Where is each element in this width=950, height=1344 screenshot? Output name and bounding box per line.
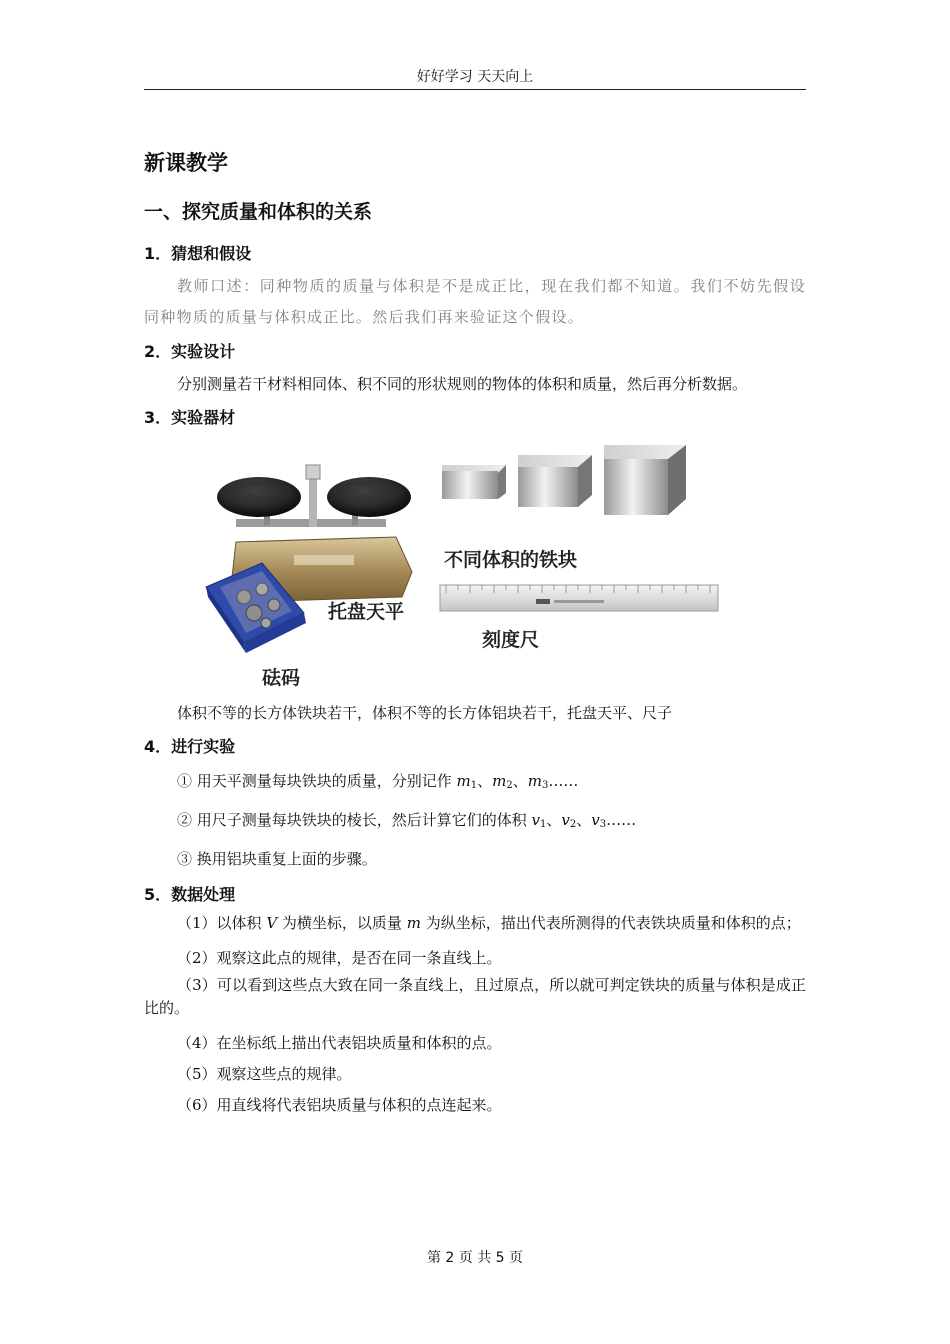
equipment-text: 体积不等的长方体铁块若干，体积不等的长方体铝块若干，托盘天平、尺子 xyxy=(177,704,673,722)
label-ruler: 刻度尺 xyxy=(482,629,540,651)
heading-data-processing: 5．数据处理 xyxy=(144,885,236,904)
item-1-part-b: 为横坐标，以质量 xyxy=(277,914,407,932)
heading-hypothesis: 1．猜想和假设 xyxy=(144,244,252,263)
sub-m2: 2 xyxy=(506,780,513,791)
item-1-part-a: （1）以体积 xyxy=(177,914,267,932)
experiment-step-1 xyxy=(144,764,806,803)
label-weights: 砝码 xyxy=(262,667,301,689)
var-v3: v xyxy=(591,811,600,829)
sub-m1: 1 xyxy=(470,780,478,791)
var-m2: m xyxy=(492,772,507,790)
var-m: m xyxy=(406,914,421,932)
separator: 、 xyxy=(576,811,592,829)
var-v1: v xyxy=(531,811,541,829)
part-title: 一、探究质量和体积的关系 xyxy=(144,201,373,223)
separator: 、 xyxy=(512,772,528,790)
item-1-part-c: 为纵坐标，描出代表所测得的代表铁块质量和体积的点； xyxy=(420,914,801,932)
ellipsis: …… xyxy=(548,772,579,790)
data-item-2: （2）观察这此点的规律，是否在同一条直线上。 xyxy=(177,949,502,967)
var-m3: m xyxy=(527,772,543,790)
var-V: V xyxy=(266,914,278,932)
equipment-figure xyxy=(144,437,806,692)
data-item-1 xyxy=(144,912,806,935)
label-balance: 托盘天平 xyxy=(328,601,405,623)
data-item-3: （3）可以看到这些点大致在同一条直线上，且过原点，所以就可判定铁块的质量与体积是成正比的。 xyxy=(144,976,806,1017)
var-m1: m xyxy=(456,772,471,790)
hypothesis-text: 教师口述：同种物质的质量与体积是不是成正比，现在我们都不知道。我们不妨先假设同种物质的质量与体积成正比。然后我们再来验证这个假设。 xyxy=(144,277,806,326)
page-content xyxy=(144,145,806,1121)
var-v2: v xyxy=(561,811,570,829)
section-title: 新课教学 xyxy=(144,151,228,175)
data-item-5: （5）观察这些点的规律。 xyxy=(177,1065,352,1083)
separator: 、 xyxy=(546,811,562,829)
iron-blocks-graphic xyxy=(442,445,686,515)
page-footer: 第 2 页 共 5 页 xyxy=(426,1250,524,1266)
heading-equipment: 3．实验器材 xyxy=(144,408,236,427)
ruler-graphic xyxy=(440,585,718,611)
separator: 、 xyxy=(477,772,493,790)
step-2-text: ② 用尺子测量每块铁块的棱长，然后计算它们的体积 xyxy=(177,811,532,829)
page-header: 好好学习 天天向上 xyxy=(144,64,806,90)
sub-v3: 3 xyxy=(599,819,607,830)
data-item-4: （4）在坐标纸上描出代表铝块质量和体积的点。 xyxy=(177,1034,502,1052)
step-1-text: ① 用天平测量每块铁块的质量，分别记作 xyxy=(177,772,457,790)
sub-v2: 2 xyxy=(569,819,577,830)
heading-experiment: 4．进行实验 xyxy=(144,737,236,756)
experiment-step-2 xyxy=(144,803,806,842)
heading-design: 2．实验设计 xyxy=(144,342,236,361)
sub-v1: 1 xyxy=(540,819,547,830)
label-iron-blocks: 不同体积的铁块 xyxy=(444,549,578,571)
data-item-6: （6）用直线将代表铝块质量与体积的点连起来。 xyxy=(177,1096,502,1114)
ellipsis: …… xyxy=(606,811,637,829)
sub-m3: 3 xyxy=(542,780,549,791)
design-text: 分别测量若干材料相同体、积不同的形状规则的物体的体积和质量，然后再分析数据。 xyxy=(177,375,748,393)
experiment-step-3: ③ 换用铝块重复上面的步骤。 xyxy=(177,850,377,868)
